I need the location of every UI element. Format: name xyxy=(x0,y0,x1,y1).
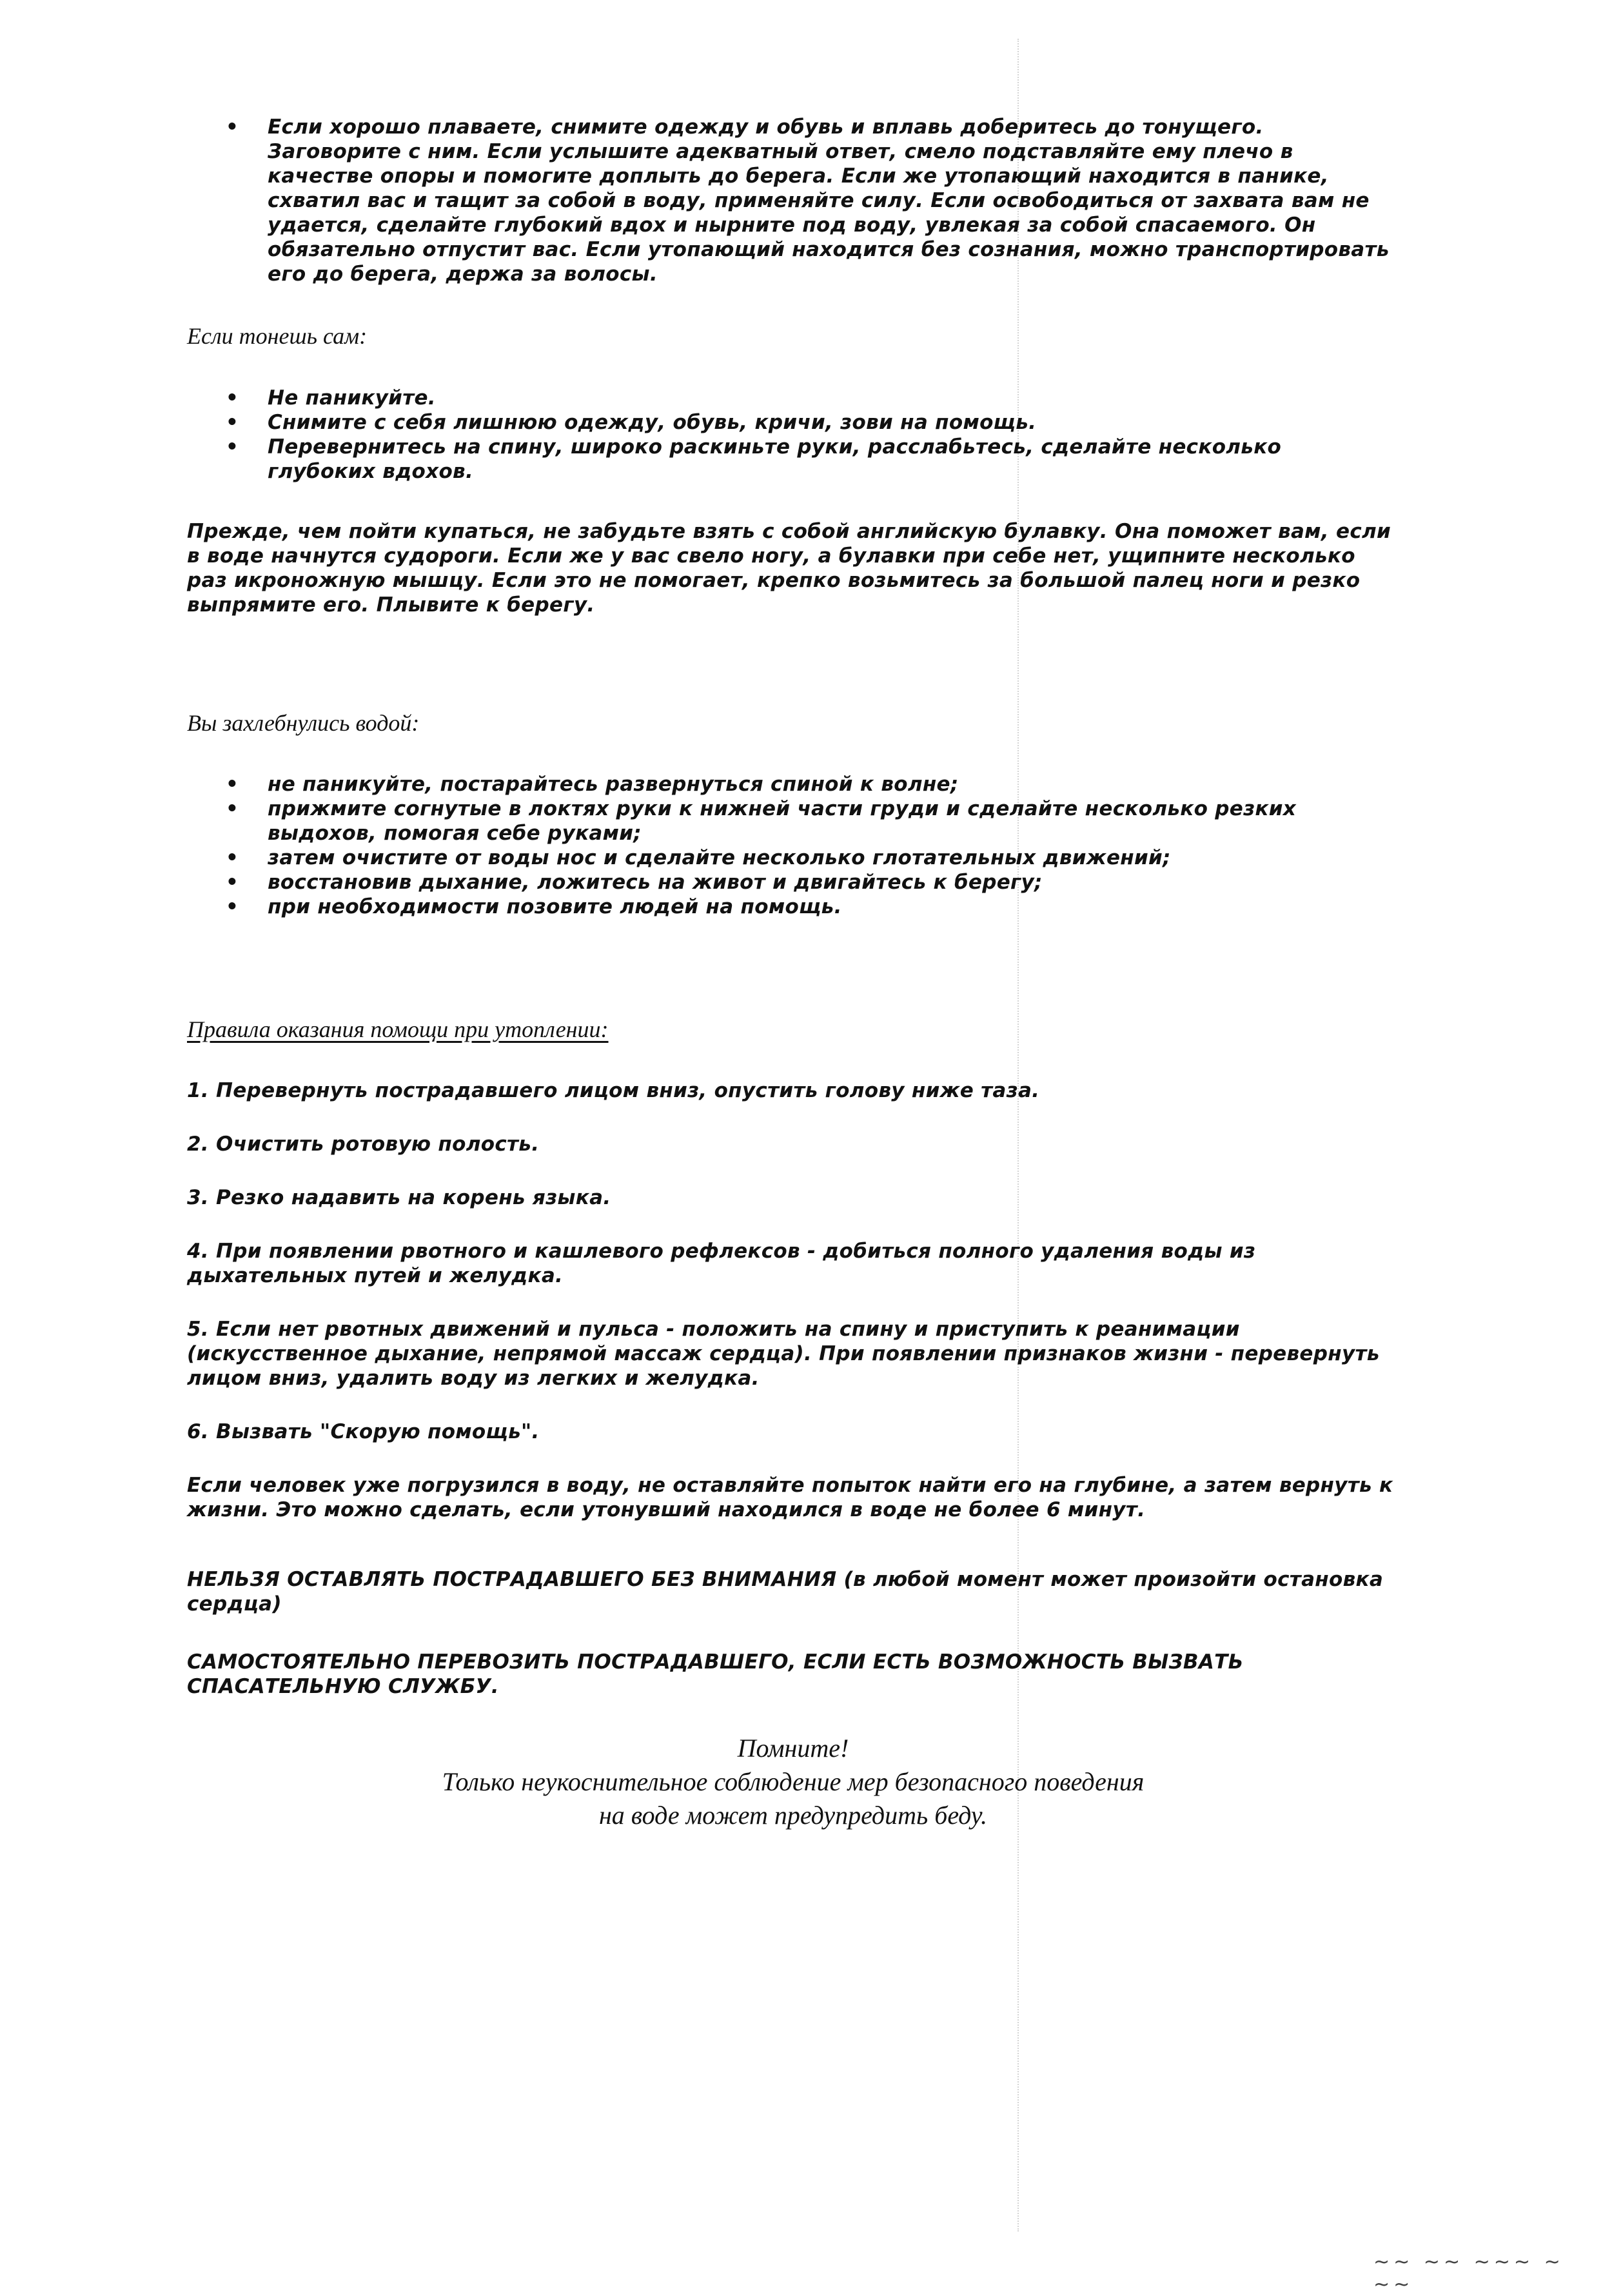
footer-timestamp-cropped: ~~ ~~ ~~~ ~ ~~ xyxy=(1373,2251,1564,2296)
safety-pin-paragraph: Прежде, чем пойти купаться, не забудьте взять с собой английскую булавку. Она поможет вам, если в воде начнутся судороги. Если же у вас свело ногу, а булавки при себе нет, ущипните несколько раз икроножную мышцу. Если это не помогает, крепко возьмитесь за большой палец ноги и резко выпрямите его. Плывите к берегу. xyxy=(187,520,1391,617)
rule-item: 6. Вызвать "Скорую помощь". xyxy=(187,1420,540,1443)
remember-line-1: Только неукоснительное соблюдение мер безопасного поведения xyxy=(442,1767,1145,1796)
first-aid-rules xyxy=(187,1078,1399,1551)
rule-item: 3. Резко надавить на корень языка. xyxy=(187,1186,611,1209)
list-item: • прижмите согнутые в локтях руки к нижней части груди и сделайте несколько резких выдохов, помогая себе руками; xyxy=(226,797,1393,846)
rule-item: 2. Очистить ротовую полость. xyxy=(187,1133,540,1156)
rule-item: 1. Перевернуть пострадавшего лицом вниз, опустить голову ниже таза. xyxy=(187,1079,1040,1102)
warning-do-not-leave: НЕЛЬЗЯ ОСТАВЛЯТЬ ПОСТРАДАВШЕГО БЕЗ ВНИМАНИЯ (в любой момент может произойти остановка сердца) xyxy=(187,1568,1384,1616)
choking-list xyxy=(226,772,1393,919)
remember-block xyxy=(297,1732,1290,1832)
list-item: • Перевернитесь на спину, широко раскиньте руки, расслабьтесь, сделайте несколько глубоких вдохов. xyxy=(226,435,1393,484)
list-item: • при необходимости позовите людей на помощь. xyxy=(226,895,1393,919)
remember-title: Помните! xyxy=(737,1734,849,1763)
list-item: • Если хорошо плаваете, снимите одежду и обувь и вплавь доберитесь до тонущего. Заговорите с ним. Если услышите адекватный ответ, смело подставляйте ему плечо в качестве опоры и помогите доплыть до берега. Если же утопающий находится в панике, схватил вас и тащит за собой в воду, применяйте силу. Если освободиться от захвата вам не удается, сделайте глубокий вдох и нырните под воду, увлекая за собой спасаемого. Он обязательно отпустит вас. Если утопающий находится без сознания, можно транспортировать его до берега, держа за волосы. xyxy=(226,115,1393,286)
list-item: • Не паникуйте. xyxy=(226,386,1393,410)
heading-first-aid-rules: Правила оказания помощи при утоплении: xyxy=(187,1016,609,1042)
rule-item: 4. При появлении рвотного и кашлевого рефлексов - добиться полного удаления воды из дыхательных путей и желудка. xyxy=(187,1240,1256,1287)
warning-transport: САМОСТОЯТЕЛЬНО ПЕРЕВОЗИТЬ ПОСТРАДАВШЕГО, ЕСЛИ ЕСТЬ ВОЗМОЖНОСТЬ ВЫЗВАТЬ СПАСАТЕЛЬНУЮ СЛУЖБУ. xyxy=(187,1650,1244,1698)
rule-item: 5. Если нет рвотных движений и пульса - положить на спину и приступить к реанимации (искусственное дыхание, непрямой массаж сердца). При появлении признаков жизни - перевернуть лицом вниз, удалить воду из легких и желудка. xyxy=(187,1318,1380,1390)
rule-item: Если человек уже погрузился в воду, не оставляйте попыток найти его на глубине, а затем вернуть к жизни. Это можно сделать, если утонувший находился в воде не более 6 минут. xyxy=(187,1474,1393,1521)
list-item: • затем очистите от воды нос и сделайте несколько глотательных движений; xyxy=(226,846,1393,870)
self-help-list xyxy=(226,386,1393,484)
list-item: • не паникуйте, постарайтесь развернуться спиной к волне; xyxy=(226,772,1393,797)
heading-if-drowning-yourself: Если тонешь сам: xyxy=(187,323,368,349)
heading-choked-on-water: Вы захлебнулись водой: xyxy=(187,710,420,736)
remember-line-2: на воде может предупредить беду. xyxy=(598,1801,988,1830)
list-item: • восстановив дыхание, ложитесь на живот и двигайтесь к берегу; xyxy=(226,870,1393,895)
list-item: • Снимите с себя лишнюю одежду, обувь, кричи, зови на помощь. xyxy=(226,410,1393,435)
intro-list xyxy=(226,115,1393,286)
